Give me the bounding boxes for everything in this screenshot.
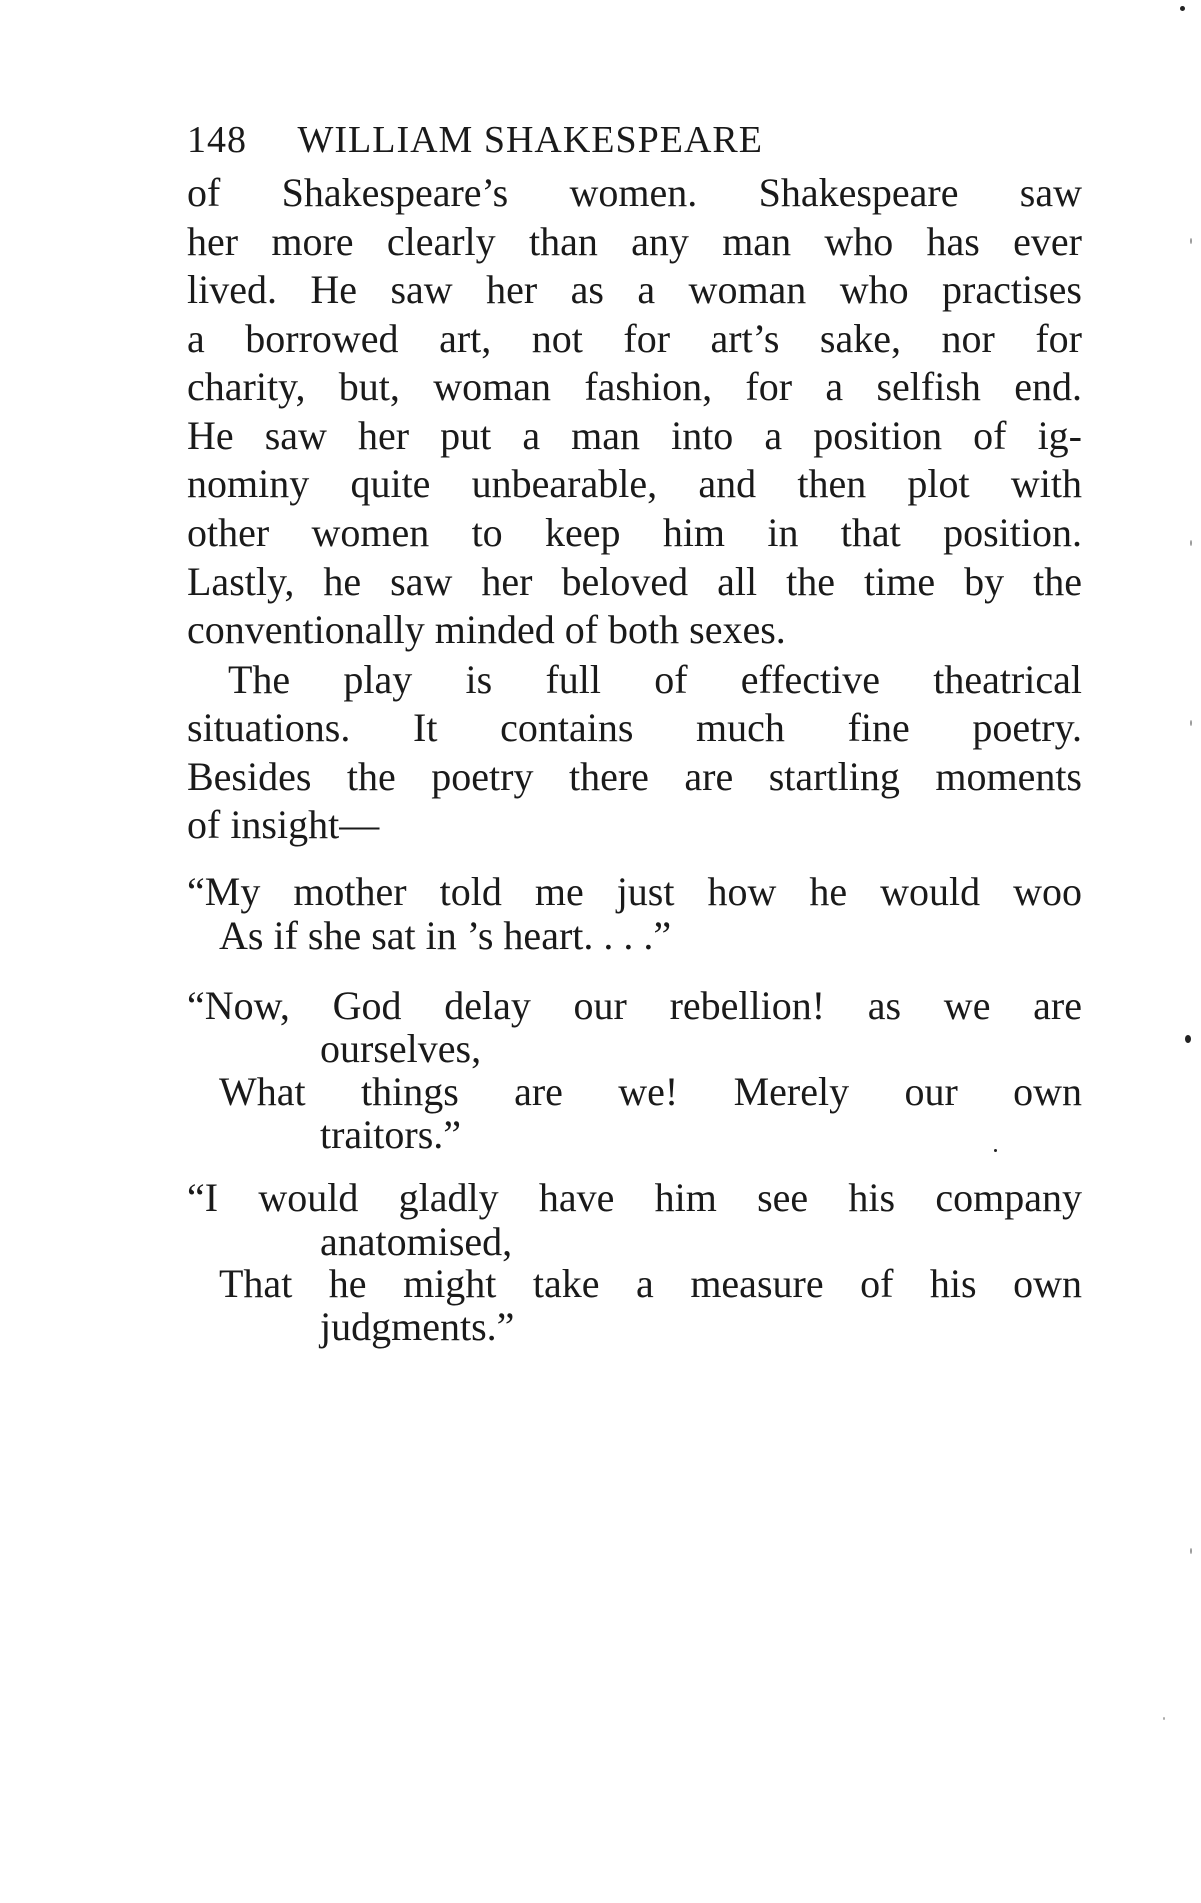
- scan-speck: [1190, 540, 1192, 546]
- text-line: Lastly, he saw her beloved all the time by the: [187, 559, 1082, 604]
- text-line: a borrowed art, not for art’s sake, nor for: [187, 316, 1082, 361]
- scan-speck: [994, 1149, 997, 1152]
- text-line: of Shakespeare’s women. Shakespeare saw: [187, 170, 1082, 215]
- verse-line-continuation: traitors.”: [320, 1112, 462, 1157]
- page-number: 148: [187, 119, 247, 161]
- text-line: other women to keep him in that position.: [187, 510, 1082, 555]
- text-line: of insight—: [187, 802, 380, 847]
- text-line: He saw her put a man into a position of ig-: [187, 413, 1082, 458]
- scan-speck: [1190, 720, 1192, 726]
- scan-speck: [1163, 1717, 1165, 1720]
- verse-line-continuation: judgments.”: [320, 1304, 515, 1349]
- scan-speck: [1180, 6, 1185, 11]
- text-line: her more clearly than any man who has ever: [187, 219, 1082, 264]
- verse-line-continuation: ourselves,: [320, 1026, 482, 1071]
- text-line: The play is full of effective theatrical: [228, 657, 1082, 702]
- verse-line: “Now, God delay our rebellion! as we are: [187, 983, 1082, 1028]
- verse-line: “I would gladly have him see his company: [187, 1175, 1082, 1220]
- running-title: WILLIAM SHAKESPEARE: [297, 119, 763, 161]
- text-line: conventionally minded of both sexes.: [187, 607, 786, 652]
- text-line: Besides the poetry there are startling moments: [187, 754, 1082, 799]
- verse-line: That he might take a measure of his own: [219, 1261, 1082, 1306]
- verse-line: As if she sat in ’s heart. . . .”: [219, 913, 672, 958]
- page-header: [187, 118, 987, 168]
- scan-speck: [1190, 238, 1192, 244]
- text-line: lived. He saw her as a woman who practises: [187, 267, 1082, 312]
- text-line: nominy quite unbearable, and then plot with: [187, 461, 1082, 506]
- verse-line: “My mother told me just how he would woo: [187, 869, 1082, 914]
- scan-speck: [1185, 1035, 1191, 1043]
- verse-line: What things are we! Merely our own: [219, 1069, 1082, 1114]
- text-line: situations. It contains much fine poetry.: [187, 705, 1082, 750]
- verse-line-continuation: anatomised,: [320, 1219, 513, 1264]
- scan-speck: [1190, 1548, 1192, 1554]
- text-line: charity, but, woman fashion, for a selfish end.: [187, 364, 1082, 409]
